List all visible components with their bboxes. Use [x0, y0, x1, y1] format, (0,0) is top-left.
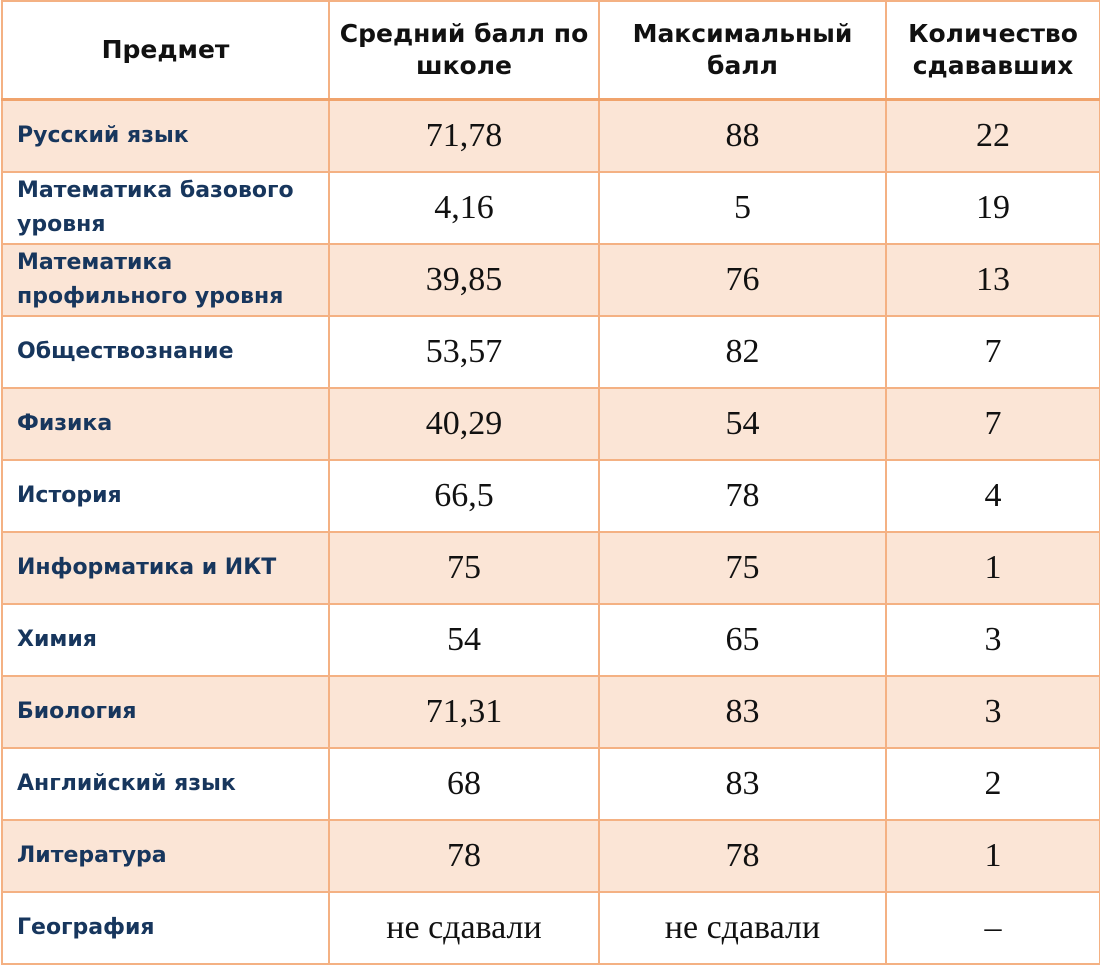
table-row [2, 244, 1100, 316]
average-score-cell: 53,57 [329, 316, 599, 388]
table-row [2, 460, 1100, 532]
header-row [2, 1, 1100, 100]
subject-cell: Литература [2, 820, 329, 892]
table-row [2, 820, 1100, 892]
participants-cell: 7 [886, 388, 1100, 460]
table-row [2, 604, 1100, 676]
table-row [2, 172, 1100, 244]
participants-cell: 1 [886, 820, 1100, 892]
average-score-cell: не сдавали [329, 892, 599, 964]
max-score-cell: не сдавали [599, 892, 886, 964]
subject-cell: Математика профильного уровня [2, 244, 329, 316]
subject-cell: История [2, 460, 329, 532]
average-score-cell: 40,29 [329, 388, 599, 460]
max-score-cell: 88 [599, 100, 886, 173]
subject-cell: География [2, 892, 329, 964]
subject-cell: Информатика и ИКТ [2, 532, 329, 604]
table-row [2, 388, 1100, 460]
average-score-cell: 75 [329, 532, 599, 604]
header-subject: Предмет [2, 1, 329, 100]
header-average-score: Средний балл по школе [329, 1, 599, 100]
participants-cell: 4 [886, 460, 1100, 532]
table-row [2, 748, 1100, 820]
participants-cell: 1 [886, 532, 1100, 604]
average-score-cell: 68 [329, 748, 599, 820]
max-score-cell: 82 [599, 316, 886, 388]
max-score-cell: 75 [599, 532, 886, 604]
average-score-cell: 71,31 [329, 676, 599, 748]
max-score-cell: 5 [599, 172, 886, 244]
subject-cell: Физика [2, 388, 329, 460]
max-score-cell: 83 [599, 676, 886, 748]
table-row [2, 676, 1100, 748]
subject-cell: Обществознание [2, 316, 329, 388]
average-score-cell: 54 [329, 604, 599, 676]
average-score-cell: 66,5 [329, 460, 599, 532]
max-score-cell: 76 [599, 244, 886, 316]
participants-cell: 3 [886, 676, 1100, 748]
average-score-cell: 78 [329, 820, 599, 892]
header-participants: Количество сдававших [886, 1, 1100, 100]
table-row [2, 316, 1100, 388]
max-score-cell: 83 [599, 748, 886, 820]
participants-cell: 22 [886, 100, 1100, 173]
max-score-cell: 54 [599, 388, 886, 460]
subject-cell: Английский язык [2, 748, 329, 820]
header-max-score: Максимальный балл [599, 1, 886, 100]
participants-cell: 19 [886, 172, 1100, 244]
subject-cell: Химия [2, 604, 329, 676]
participants-cell: – [886, 892, 1100, 964]
max-score-cell: 65 [599, 604, 886, 676]
subject-cell: Математика базового уровня [2, 172, 329, 244]
participants-cell: 3 [886, 604, 1100, 676]
table-row [2, 892, 1100, 964]
average-score-cell: 71,78 [329, 100, 599, 173]
average-score-cell: 4,16 [329, 172, 599, 244]
results-table [1, 0, 1100, 965]
average-score-cell: 39,85 [329, 244, 599, 316]
subject-cell: Биология [2, 676, 329, 748]
participants-cell: 2 [886, 748, 1100, 820]
max-score-cell: 78 [599, 820, 886, 892]
participants-cell: 7 [886, 316, 1100, 388]
subject-cell: Русский язык [2, 100, 329, 173]
table-row [2, 532, 1100, 604]
participants-cell: 13 [886, 244, 1100, 316]
table-row [2, 100, 1100, 173]
max-score-cell: 78 [599, 460, 886, 532]
